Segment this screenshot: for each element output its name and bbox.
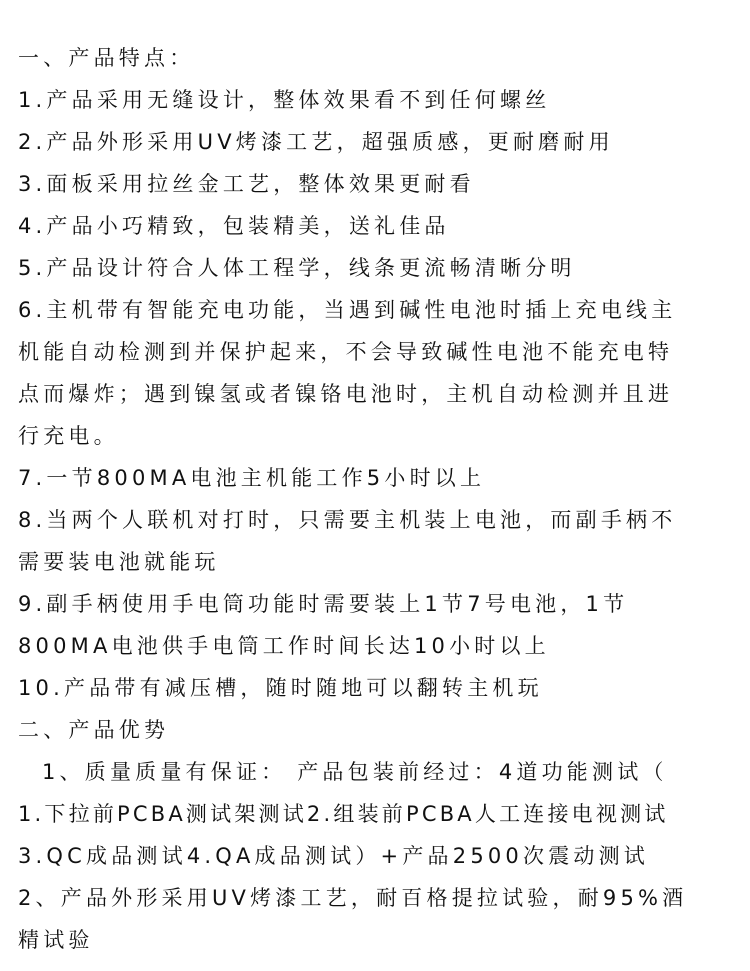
feature-line-6d: 行充电。 (18, 424, 119, 448)
feature-line-5: 5.产品设计符合人体工程学，线条更流畅清晰分明 (18, 256, 576, 280)
advantage-line-2b: 精试验 (18, 928, 94, 952)
feature-line-7: 7.一节800MA电池主机能工作5小时以上 (18, 466, 486, 490)
section-heading-features: 一、产品特点： (18, 46, 195, 70)
advantage-line-1b: 1.下拉前PCBA测试架测试2.组装前PCBA人工连接电视测试 (18, 802, 669, 826)
feature-line-9a: 9.副手柄使用手电筒功能时需要装上1节7号电池，1节 (18, 592, 629, 616)
feature-line-6a: 6.主机带有智能充电功能，当遇到碱性电池时插上充电线主 (18, 298, 677, 322)
section-heading-advantages: 二、产品优势 (18, 718, 170, 742)
feature-line-1: 1.产品采用无缝设计，整体效果看不到任何螺丝 (18, 88, 551, 112)
document-body (0, 37, 750, 961)
feature-line-8a: 8.当两个人联机对打时，只需要主机装上电池，而副手柄不 (18, 508, 677, 532)
advantage-line-2a: 2、产品外形采用UV烤漆工艺，耐百格提拉试验，耐95%酒 (18, 886, 688, 910)
feature-line-6b: 机能自动检测到并保护起来，不会导致碱性电池不能充电特 (18, 340, 674, 364)
feature-line-9b: 800MA电池供手电筒工作时间长达10小时以上 (18, 634, 550, 658)
feature-line-10: 10.产品带有减压槽，随时随地可以翻转主机玩 (18, 676, 543, 700)
advantage-line-1a: 1、质量质量有保证： 产品包装前经过：4道功能测试（ (42, 760, 668, 784)
feature-line-2: 2.产品外形采用UV烤漆工艺，超强质感，更耐磨耐用 (18, 130, 614, 154)
feature-line-6c: 点而爆炸；遇到镍氢或者镍铬电池时，主机自动检测并且进 (18, 382, 674, 406)
feature-line-8b: 需要装电池就能玩 (18, 550, 220, 574)
feature-line-4: 4.产品小巧精致，包装精美，送礼佳品 (18, 214, 450, 238)
advantage-line-1c: 3.QC成品测试4.QA成品测试）+产品2500次震动测试 (18, 844, 649, 868)
feature-line-3: 3.面板采用拉丝金工艺，整体效果更耐看 (18, 172, 475, 196)
